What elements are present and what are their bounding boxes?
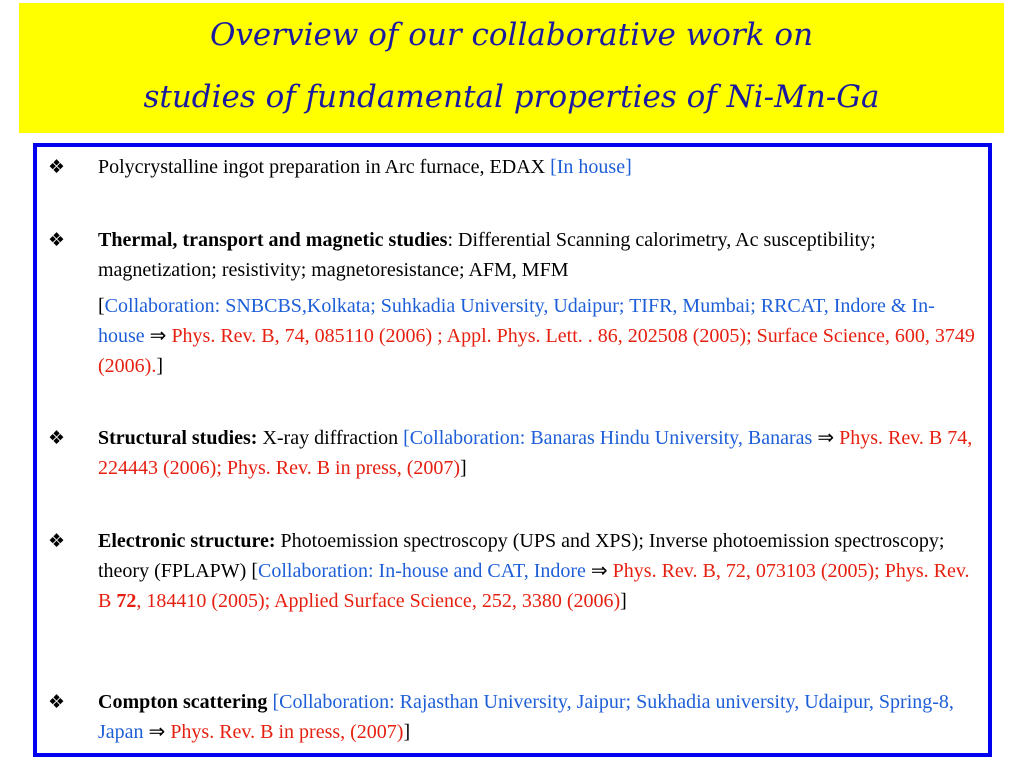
arrow-icon: ⇒ (817, 427, 835, 449)
diamond-bullet-icon: ❖ (48, 427, 66, 449)
arrow-icon: ⇒ (149, 325, 167, 347)
item-2-close-bracket: ] (156, 355, 163, 377)
item-4-open-bracket: [ (251, 560, 258, 582)
item-1-collab: [In house] (550, 156, 632, 178)
item-4-text: Photoemission spectroscopy (UPS and XPS); Inverse photoemission spectroscopy; theory (FPLAPW) (98, 530, 945, 582)
item-4-close-bracket: ] (620, 590, 627, 612)
item-4-refs-a: Phys. Rev. B, 72, 073103 (2005); Phys. Rev. B (98, 560, 970, 612)
item-4-refs-b: , 184410 (2005); Applied Surface Science, 252, 3380 (2006) (136, 590, 621, 612)
title-banner (19, 3, 1004, 133)
bullet-item-2 (48, 225, 978, 285)
item-2-refs: Phys. Rev. B, 74, 085110 (2006) ; Appl. Phys. Lett. . 86, 202508 (2005); Surface Science, 600, 3749 (2006). (98, 325, 975, 377)
arrow-icon: ⇒ (148, 721, 166, 743)
diamond-bullet-icon: ❖ (48, 691, 66, 713)
slide-title-line-2: studies of fundamental properties of Ni-Mn-Ga (143, 79, 880, 115)
item-5-close-bracket: ] (403, 721, 411, 743)
diamond-bullet-icon: ❖ (48, 229, 66, 251)
item-2-heading: Thermal, transport and magnetic studies (98, 229, 448, 251)
item-1-text: Polycrystalline ingot preparation in Arc furnace, EDAX (98, 156, 551, 178)
item-2-collab: Collaboration: SNBCBS,Kolkata; Suhkadia University, Udaipur; TIFR, Mumbai; RRCAT, Indore & In-house (98, 295, 935, 347)
item-3-close-bracket: ] (460, 457, 467, 479)
item-3-collab: [Collaboration: Banaras Hindu University, Banaras (403, 427, 818, 449)
item-4-heading: Electronic structure: (98, 530, 276, 552)
item-5-collab: [Collaboration: Rajasthan University, Jaipur; Sukhadia university, Udaipur, Spring-8, Japan (98, 691, 954, 743)
item-4-collab: Collaboration: In-house and CAT, Indore (258, 560, 591, 582)
bullet-item-3 (48, 423, 978, 483)
bullet-item-5 (48, 687, 978, 747)
item-3-refs: Phys. Rev. B 74, 224443 (2006); Phys. Rev. B in press, (2007) (98, 427, 973, 479)
diamond-bullet-icon: ❖ (48, 530, 66, 552)
item-2-text: : Differential Scanning calorimetry, Ac susceptibility; magnetization; resistivity; magnetoresistance; AFM, MFM (98, 229, 876, 281)
item-4-refs-volume: 72 (116, 590, 137, 612)
bullet-item-1 (48, 152, 978, 182)
bullet-item-4 (48, 526, 978, 616)
arrow-icon: ⇒ (590, 560, 608, 582)
diamond-bullet-icon: ❖ (48, 156, 66, 178)
bullet-item-2-refs (98, 291, 978, 381)
slide-title-line-1: Overview of our collaborative work on (209, 17, 814, 53)
item-5-heading: Compton scattering (98, 691, 268, 713)
item-3-heading: Structural studies: (98, 427, 258, 449)
item-2-open-bracket: [ (98, 295, 105, 317)
item-5-refs: Phys. Rev. B in press, (2007) (165, 721, 404, 743)
item-3-text: X-ray diffraction (257, 427, 404, 449)
